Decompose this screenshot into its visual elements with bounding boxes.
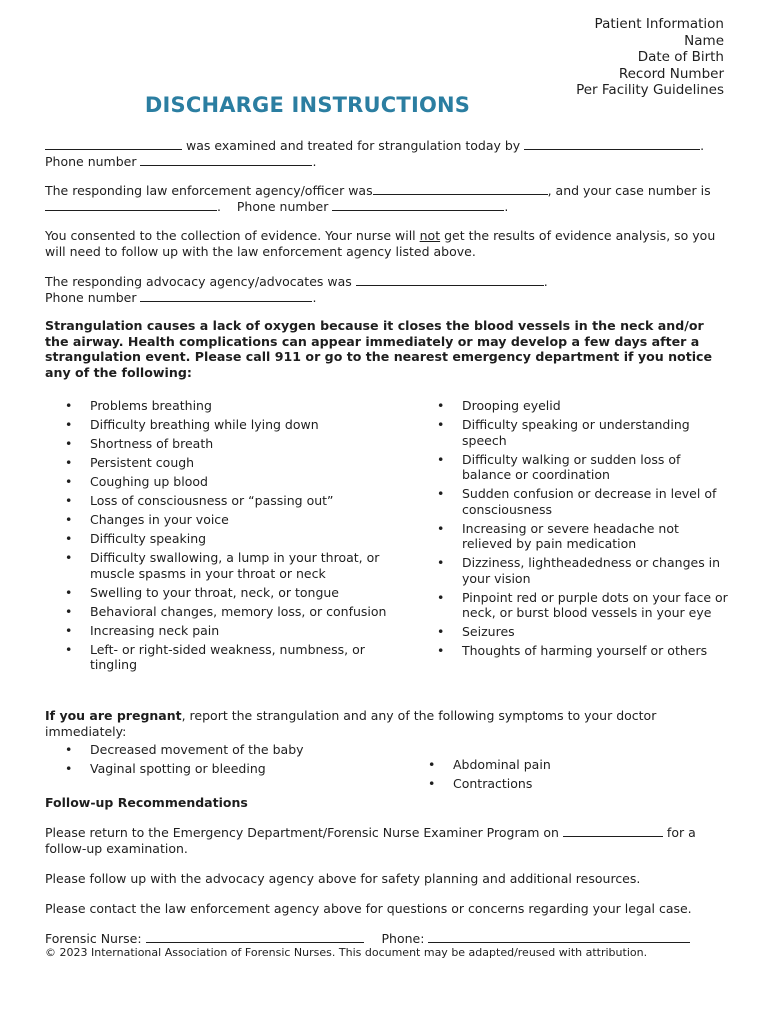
list-item <box>417 555 729 586</box>
examined-period: . <box>700 138 705 153</box>
nurse-name-blank[interactable] <box>524 138 700 150</box>
patient-info-header <box>576 16 724 99</box>
list-item-text: Shortness of breath <box>90 436 214 451</box>
bullet: • <box>65 398 73 413</box>
bullet: • <box>65 761 73 776</box>
examined-text: was examined and treated for strangulation today by <box>182 138 525 153</box>
bullet: • <box>437 417 445 432</box>
list-item <box>45 531 400 547</box>
list-item <box>417 452 729 483</box>
dob-label: Date of Birth <box>637 49 724 65</box>
symptoms-list-left <box>45 398 400 676</box>
patient-name-blank[interactable] <box>45 138 182 150</box>
list-item-text: Persistent cough <box>90 455 195 470</box>
followup-heading: Follow-up Recommendations <box>45 795 248 810</box>
list-item <box>45 550 400 581</box>
bullet: • <box>437 486 445 501</box>
list-item-text: Increasing neck pain <box>90 622 220 638</box>
copyright-footer: © 2023 International Association of Forensic Nurses. This document may be adapted/reused with attribution. <box>45 946 648 959</box>
list-item <box>45 474 400 490</box>
phone-label: Phone number <box>45 153 141 169</box>
phone-period: . <box>312 153 317 169</box>
bullet: • <box>65 550 73 565</box>
list-item <box>417 486 729 517</box>
list-item <box>45 761 375 777</box>
law-phone-period: . <box>504 198 509 214</box>
bullet: • <box>65 531 73 546</box>
warning-paragraph: Strangulation causes a lack of oxygen because it closes the blood vessels in the neck and/or the airway. Health complications can appear immediately or may develop a few days after a strangulation event. Please call 911 or go to the nearest emergency department if you notice any of the following: <box>45 318 713 380</box>
list-item <box>408 757 708 773</box>
list-item-text: Difficulty speaking or understanding speech <box>462 417 690 448</box>
bullet: • <box>65 641 73 657</box>
record-number-label: Record Number <box>618 65 724 82</box>
case-number-blank[interactable] <box>45 199 217 211</box>
advocacy-paragraph <box>45 274 725 305</box>
pregnant-lead: If you are pregnant <box>45 708 182 723</box>
list-item <box>45 398 400 414</box>
list-item-text: Swelling to your throat, neck, or tongue <box>90 584 339 600</box>
bullet: • <box>65 512 73 527</box>
list-item-text: Problems breathing <box>90 398 212 413</box>
evidence-emphasis: not <box>419 228 441 243</box>
bullet: • <box>65 584 73 600</box>
list-item-text: Abdominal pain <box>453 757 551 772</box>
list-item-text: Loss of consciousness or “passing out” <box>90 493 334 508</box>
list-item <box>45 493 400 509</box>
list-item <box>45 742 375 758</box>
law-enforcement-paragraph <box>45 183 725 214</box>
pregnant-list-left <box>45 742 375 780</box>
bullet: • <box>428 757 436 772</box>
bullet: • <box>65 436 73 451</box>
list-item-text: Difficulty breathing while lying down <box>90 417 319 432</box>
list-item-text: Pinpoint red or purple dots on your face or neck, or burst blood vessels in your eye <box>462 589 728 620</box>
bullet: • <box>65 603 73 619</box>
list-item-text: Seizures <box>462 624 515 639</box>
bullet: • <box>65 455 73 470</box>
list-item-text: Vaginal spotting or bleeding <box>90 761 266 776</box>
list-item-text: Contractions <box>453 776 533 791</box>
law-phone-blank[interactable] <box>332 199 504 211</box>
pregnant-text: , report the strangulation and any of the following symptoms to your doctor immediately: <box>45 708 657 739</box>
facility-guidelines-label: Per Facility Guidelines <box>576 82 724 98</box>
list-item <box>45 585 400 601</box>
list-item <box>417 398 729 414</box>
bullet: • <box>65 493 73 508</box>
list-item <box>45 455 400 471</box>
advocate-blank[interactable] <box>356 274 544 286</box>
list-item <box>417 590 729 621</box>
list-item <box>417 417 729 448</box>
list-item-text: Drooping eyelid <box>462 398 561 413</box>
bullet: • <box>428 776 436 791</box>
pregnant-list-right <box>408 757 708 795</box>
list-item <box>45 604 400 620</box>
list-item-text: Thoughts of harming yourself or others <box>462 643 708 658</box>
examined-paragraph <box>45 138 725 169</box>
patient-info-label: Patient Information <box>594 16 724 32</box>
law-enforcement-text: The responding law enforcement agency/officer was <box>45 183 373 198</box>
list-item <box>45 642 400 673</box>
name-label: Name <box>684 32 724 49</box>
officer-blank[interactable] <box>373 183 548 195</box>
followup-law-paragraph: Please contact the law enforcement agency above for questions or concerns regarding your legal case. <box>45 901 692 916</box>
list-item <box>45 436 400 452</box>
evidence-text-b: get the results of evidence analysis, so you will need to follow up with the law enforcement agency listed above. <box>45 228 716 259</box>
list-item <box>417 521 729 552</box>
bullet: • <box>65 742 73 757</box>
list-item-text: Changes in your voice <box>90 512 229 527</box>
bullet: • <box>437 589 445 605</box>
page-title: DISCHARGE INSTRUCTIONS <box>144 93 471 117</box>
list-item <box>417 624 729 640</box>
signature-line <box>45 931 725 947</box>
pregnant-paragraph <box>45 708 725 739</box>
page-title-wrap <box>0 93 770 117</box>
list-item <box>417 643 729 659</box>
list-item-text: Difficulty swallowing, a lump in your throat, or muscle spasms in your throat or neck <box>90 550 380 581</box>
symptoms-list-right <box>417 398 729 662</box>
bullet: • <box>437 520 445 536</box>
signature-phone-label: Phone: <box>381 931 429 946</box>
signature-phone-blank[interactable] <box>428 931 690 943</box>
law-phone-label: . Phone number <box>217 198 333 214</box>
list-item-text: Sudden confusion or decrease in level of consciousness <box>462 486 717 517</box>
bullet: • <box>437 643 445 658</box>
bullet: • <box>437 624 445 639</box>
bullet: • <box>65 417 73 432</box>
advocacy-period: . <box>543 274 548 289</box>
evidence-text-a: You consented to the collection of evidence. Your nurse will <box>45 228 420 243</box>
followup-date-blank[interactable] <box>563 825 663 837</box>
list-item <box>408 776 708 792</box>
list-item <box>45 417 400 433</box>
followup-return-end: for a follow-up examination. <box>45 825 696 856</box>
followup-advocacy-paragraph: Please follow up with the advocacy agency above for safety planning and additional resources. <box>45 871 641 886</box>
case-number-text: , and your case number is <box>547 183 711 198</box>
list-item-text: Difficulty walking or sudden loss of balance or coordination <box>462 451 681 482</box>
followup-return-paragraph <box>45 825 715 856</box>
advocacy-phone-blank[interactable] <box>140 290 312 302</box>
list-item <box>45 512 400 528</box>
bullet: • <box>65 474 73 489</box>
nurse-signature-blank[interactable] <box>146 931 364 943</box>
bullet: • <box>437 555 445 570</box>
advocacy-phone-period: . <box>312 289 317 305</box>
list-item-text: Behavioral changes, memory loss, or confusion <box>90 603 387 619</box>
list-item <box>45 623 400 639</box>
bullet: • <box>65 622 73 638</box>
advocacy-text: The responding advocacy agency/advocates was <box>45 274 356 289</box>
list-item-text: Increasing or severe headache not relieved by pain medication <box>462 520 679 551</box>
list-item-text: Difficulty speaking <box>90 531 207 546</box>
list-item-text: Decreased movement of the baby <box>90 742 304 757</box>
nurse-signature-label: Forensic Nurse: <box>45 931 146 946</box>
nurse-phone-blank[interactable] <box>140 154 312 166</box>
bullet: • <box>437 451 445 467</box>
list-item-text: Dizziness, lightheadedness or changes in your vision <box>462 555 721 586</box>
advocacy-phone-label: Phone number <box>45 289 141 305</box>
followup-return-text: Please return to the Emergency Department/Forensic Nurse Examiner Program on <box>45 825 563 840</box>
list-item-text: Coughing up blood <box>90 474 208 489</box>
evidence-paragraph <box>45 228 727 259</box>
list-item-text: Left- or right-sided weakness, numbness, or tingling <box>90 641 365 672</box>
bullet: • <box>437 398 445 413</box>
